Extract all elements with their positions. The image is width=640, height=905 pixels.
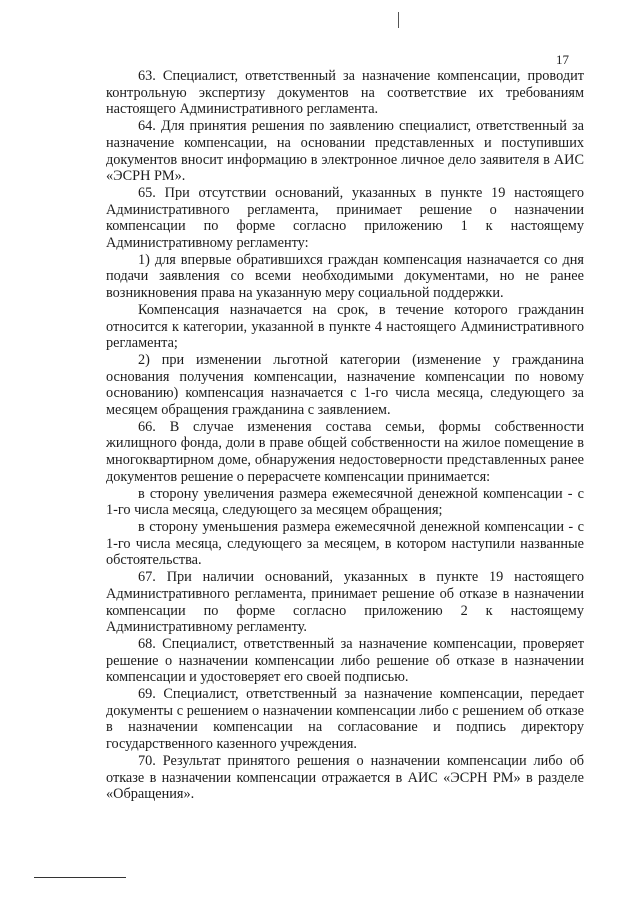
paragraph-68: 68. Специалист, ответственный за назначение компенсации, проверяет решение о назначении компенсации либо решение об отказе в назначении компенсации и удостоверяет его своей подписью.: [106, 635, 584, 686]
paragraph-69: 69. Специалист, ответственный за назначение компенсации, передает документы с решением о назначении компенсации либо с решением об отказе в назначении компенсации на согласование и подпись директору государственного казенного учреждения.: [106, 686, 584, 753]
scan-mark: [398, 12, 399, 28]
paragraph-65: 65. При отсутствии оснований, указанных в пункте 19 настоящего Административного регламента, принимает решение о назначении компенсации по форме согласно приложению 1 к настоящему Административному регламенту:: [106, 184, 584, 252]
paragraph-65-item-1: 1) для впервые обратившихся граждан компенсация назначается со дня подачи заявления со всеми необходимыми документами, но не ранее возникновения права на указанную меру социальной поддержки.: [106, 251, 584, 302]
paragraph-65-term: Компенсация назначается на срок, в течение которого гражданин относится к категории, указанной в пункте 4 настоящего Административного регламента;: [106, 301, 584, 352]
paragraph-63: 63. Специалист, ответственный за назначение компенсации, проводит контрольную экспертизу документов на соответствие их требованиям настоящего Административного регламента.: [106, 68, 584, 118]
page-number: 17: [556, 52, 569, 67]
paragraph-66: 66. В случае изменения состава семьи, формы собственности жилищного фонда, доли в праве общей собственности на жилое помещение в многоквартирном доме, обнаружения недостоверности представленных ранее документов решение о перерасчете компенсации принимается:: [106, 418, 584, 485]
paragraph-64: 64. Для принятия решения по заявлению специалист, ответственный за назначение компенсации, на основании представленных и поступивших документов вносит информацию в электронное личное дело заявителя в АИС «ЭСРН РМ».: [106, 118, 584, 185]
paragraph-66-decrease: в сторону уменьшения размера ежемесячной денежной компенсации - с 1-го числа месяца, следующего за месяцем, в котором наступили названные обстоятельства.: [106, 518, 584, 569]
footnote-separator: [34, 877, 126, 878]
document-body: [106, 68, 584, 803]
paragraph-66-increase: в сторону увеличения размера ежемесячной денежной компенсации - с 1-го числа месяца, следующего за месяцем обращения;: [106, 485, 584, 519]
paragraph-65-item-2: 2) при изменении льготной категории (изменение у гражданина основания получения компенсации, назначение компенсации по новому основанию) компенсация назначается с 1-го числа месяца, следующего за месяцем обращения гражданина с заявлением.: [106, 351, 584, 419]
paragraph-70: 70. Результат принятого решения о назначении компенсации либо об отказе в назначении компенсации отражается в АИС «ЭСРН РМ» в разделе «Обращения».: [106, 752, 584, 803]
paragraph-67: 67. При наличии оснований, указанных в пункте 19 настоящего Административного регламента, принимает решение об отказе в назначении компенсации по форме согласно приложению 2 к настоящему Административному регламенту.: [106, 569, 584, 636]
